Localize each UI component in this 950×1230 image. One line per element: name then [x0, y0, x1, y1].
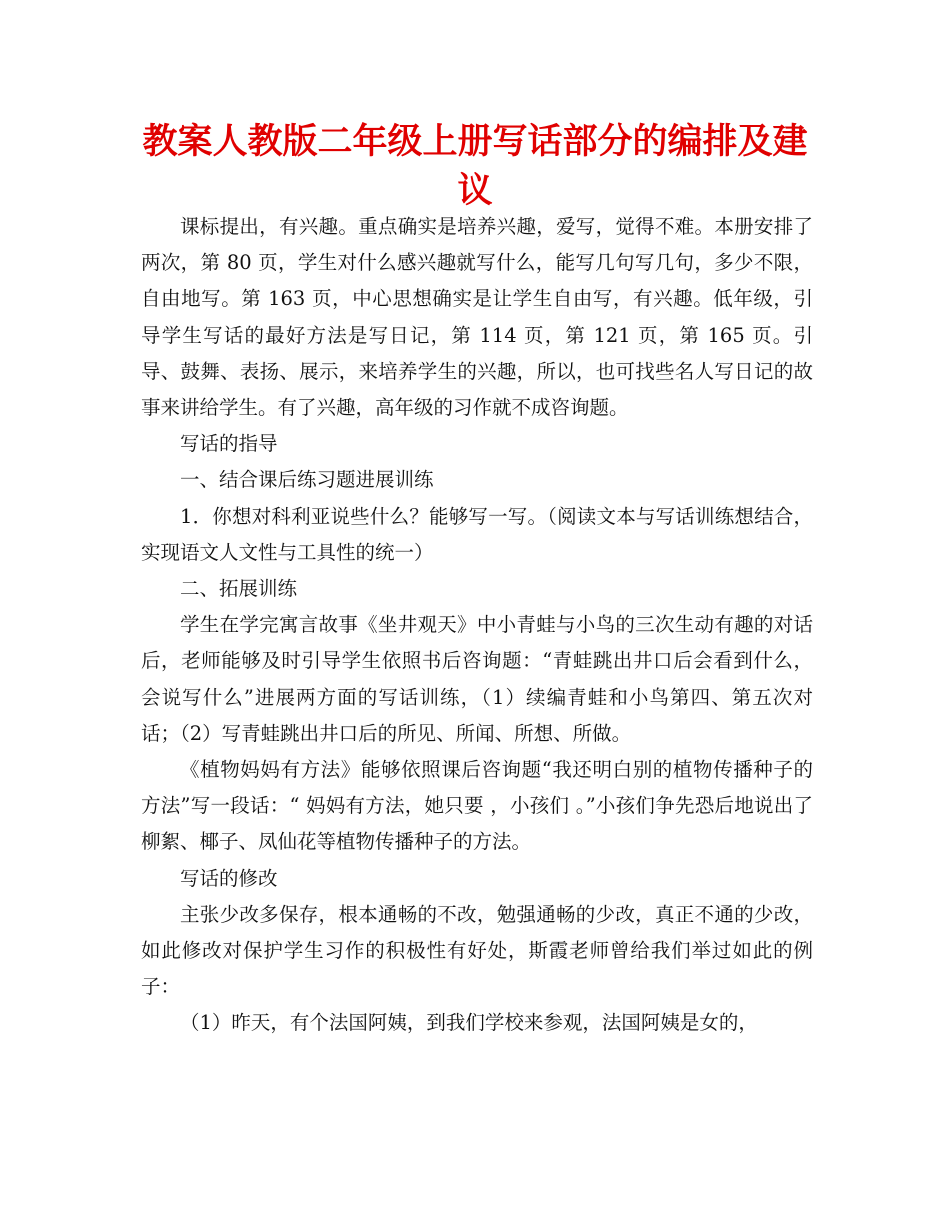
paragraph-intro: 课标提出，有兴趣。重点确实是培养兴趣，爱写，觉得不难。本册安排了两次，第 80 页，学生对什么感兴趣就写什么，能写几句写几句，多少不限，自由地写。第 163 页，中心思想确实是让学生自由写，有兴趣。低年级，引导学生写话的最好方法是写日记，第 114 页，第 121 页，第 165 页。引导、鼓舞、表扬、展示，来培养学生的兴趣，所以，也可找些名人写日记的故事来讲给学生。有了兴趣，高年级的习作就不成咨询题。: [141, 215, 813, 420]
subheading-after-class-exercises: 一、结合课后练习题进展训练: [180, 468, 434, 492]
heading-writing-revision: 写话的修改: [180, 866, 278, 890]
paragraph-plant-mothers: 《植物妈妈有方法》能够依照课后咨询题“我还明白别的植物传播种子的方法”写一段话：“ 妈妈有方法，她只要 ，小孩们 。”小孩们争先恐后地说出了柳絮、椰子、凤仙花等植物传播种子的方法。: [141, 758, 813, 854]
document-title: 教案人教版二年级上册写话部分的编排及建议: [142, 122, 808, 211]
subheading-extension-training: 二、拓展训练: [180, 577, 298, 601]
paragraph-exercise-1: 1．你想对科利亚说些什么？能够写一写。（阅读文本与写话训练想结合，实现语文人文性与工具性的统一）: [141, 504, 813, 564]
heading-writing-guidance: 写话的指导: [180, 432, 278, 456]
paragraph-revision-principle: 主张少改多保存，根本通畅的不改，勉强通畅的少改，真正不通的少改，如此修改对保护学生习作的积极性有好处，斯霞老师曾给我们举过如此的例子：: [141, 902, 813, 999]
paragraph-example-1: （1）昨天，有个法国阿姨，到我们学校来参观，法国阿姨是女的，: [180, 1011, 758, 1035]
paragraph-frog-in-well: 学生在学完寓言故事《坐井观天》中小青蛙与小鸟的三次生动有趣的对话后，老师能够及时引导学生依照书后咨询题：“青蛙跳出井口后会看到什么，会说写什么”进展两方面的写话训练，（1）续编青蛙和小鸟第四、第五次对话；（2）写青蛙跳出井口后的所见、所闻、所想、所做。: [141, 613, 813, 745]
document-body: [141, 209, 813, 1042]
